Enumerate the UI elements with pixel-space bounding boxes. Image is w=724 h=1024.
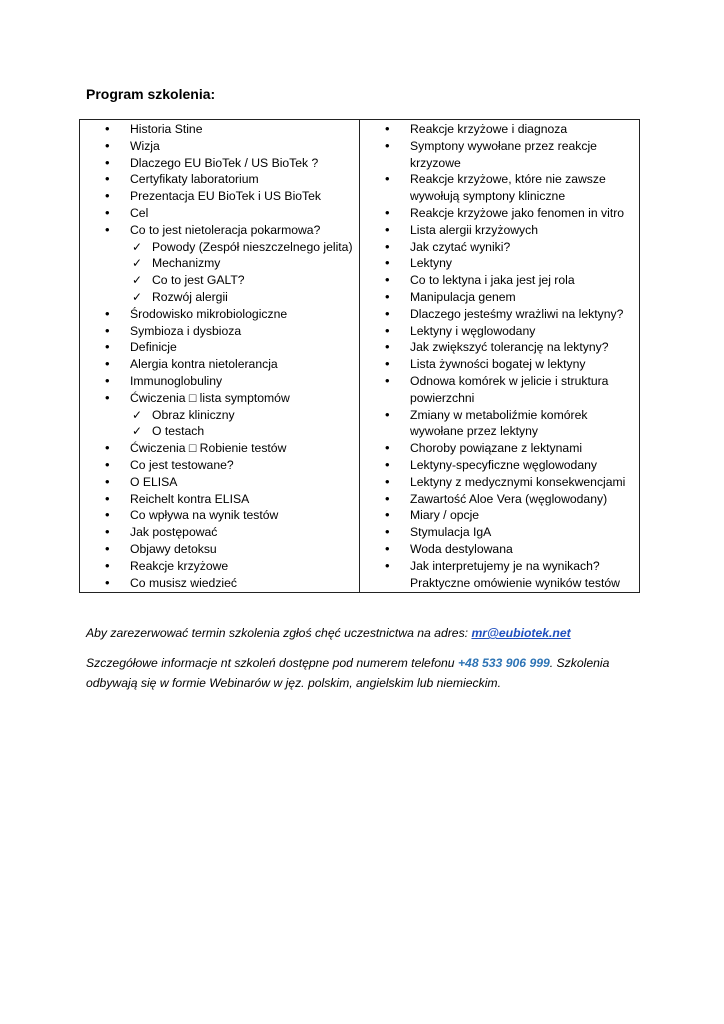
- list-item: • Reichelt kontra ELISA: [80, 491, 359, 508]
- checklist-item: ✓ Mechanizmy: [80, 255, 359, 272]
- program-list-right: [360, 121, 639, 591]
- list-item: • Jak postępować: [80, 524, 359, 541]
- program-list-left: [80, 121, 359, 591]
- list-item: • Symptony wywołane przez reakcje krzyzowe: [360, 138, 639, 172]
- list-item: • Miary / opcje: [360, 507, 639, 524]
- list-item: • O ELISA: [80, 474, 359, 491]
- list-item: • Choroby powiązane z lektynami: [360, 440, 639, 457]
- registration-note: [86, 623, 646, 643]
- list-item: • Jak zwiększyć tolerancję na lektyny?: [360, 339, 639, 356]
- list-item: • Lektyny: [360, 255, 639, 272]
- list-item: • Reakcje krzyżowe i diagnoza: [360, 121, 639, 138]
- list-item: • Odnowa komórek w jelicie i struktura powierzchni: [360, 373, 639, 407]
- phone-number[interactable]: +48 533 906 999: [457, 656, 550, 670]
- checklist-item: ✓ Rozwój alergii: [80, 289, 359, 306]
- list-item: • Co musisz wiedzieć: [80, 575, 359, 592]
- list-item: • Co to jest nietoleracja pokarmowa?: [80, 222, 359, 239]
- list-item: • Certyfikaty laboratorium: [80, 171, 359, 188]
- list-item: • Cel: [80, 205, 359, 222]
- program-column-left: [80, 120, 360, 592]
- list-item: • Woda destylowana: [360, 541, 639, 558]
- list-item: • Prezentacja EU BioTek i US BioTek: [80, 188, 359, 205]
- list-item: • Reakcje krzyżowe jako fenomen in vitro: [360, 205, 639, 222]
- info-tail-text: . Szkolenia odbywają się w formie Webinarów w jęz. polskim, angielskim lub niemieckim.: [86, 656, 610, 690]
- list-item: • Alergia kontra nietolerancja: [80, 356, 359, 373]
- list-item: • Objawy detoksu: [80, 541, 359, 558]
- list-item: • Reakcje krzyżowe, które nie zawsze wywołują symptony kliniczne: [360, 171, 639, 205]
- list-item: • Dlaczego EU BioTek / US BioTek ?: [80, 155, 359, 172]
- list-item: • Lista alergii krzyżowych: [360, 222, 639, 239]
- list-item: • Lektyny-specyficzne węglowodany: [360, 457, 639, 474]
- list-item: • Historia Stine: [80, 121, 359, 138]
- list-item: • Lektyny z medycznymi konsekwencjami: [360, 474, 639, 491]
- list-item: • Stymulacja IgA: [360, 524, 639, 541]
- list-item: • Lektyny i węglowodany: [360, 323, 639, 340]
- list-item: • Reakcje krzyżowe: [80, 558, 359, 575]
- program-table: [79, 119, 640, 593]
- list-item: • Dlaczego jesteśmy wrażliwi na lektyny?: [360, 306, 639, 323]
- checklist-item: ✓ Obraz kliniczny: [80, 407, 359, 424]
- info-text: Szczegółowe informacje nt szkoleń dostępne pod numerem telefonu: [86, 656, 458, 670]
- info-note: [86, 653, 646, 693]
- list-item: • Definicje: [80, 339, 359, 356]
- list-item: • Immunoglobuliny: [80, 373, 359, 390]
- list-item: • Co to lektyna i jaka jest jej rola: [360, 272, 639, 289]
- list-item: • Środowisko mikrobiologiczne: [80, 306, 359, 323]
- list-item: • Wizja: [80, 138, 359, 155]
- program-column-right: [360, 120, 639, 592]
- list-item: • Ćwiczenia □ lista symptomów: [80, 390, 359, 407]
- email-link[interactable]: mr@eubiotek.net: [471, 626, 571, 640]
- list-item: • Co jest testowane?: [80, 457, 359, 474]
- checklist-item: ✓ O testach: [80, 423, 359, 440]
- list-item: • Jak interpretujemy je na wynikach? Praktyczne omówienie wyników testów: [360, 558, 639, 592]
- checklist-item: ✓ Powody (Zespół nieszczelnego jelita): [80, 239, 359, 256]
- list-item: • Zmiany w metaboliźmie komórek wywołane przez lektyny: [360, 407, 639, 441]
- registration-text: Aby zarezerwować termin szkolenia zgłoś chęć uczestnictwa na adres:: [86, 626, 472, 640]
- list-item: • Ćwiczenia □ Robienie testów: [80, 440, 359, 457]
- list-item: • Jak czytać wyniki?: [360, 239, 639, 256]
- list-item: • Lista żywności bogatej w lektyny: [360, 356, 639, 373]
- list-item: • Zawartość Aloe Vera (węglowodany): [360, 491, 639, 508]
- list-item: • Manipulacja genem: [360, 289, 639, 306]
- page-title: Program szkolenia:: [86, 86, 216, 102]
- list-item: • Co wpływa na wynik testów: [80, 507, 359, 524]
- checklist-item: ✓ Co to jest GALT?: [80, 272, 359, 289]
- list-item: • Symbioza i dysbioza: [80, 323, 359, 340]
